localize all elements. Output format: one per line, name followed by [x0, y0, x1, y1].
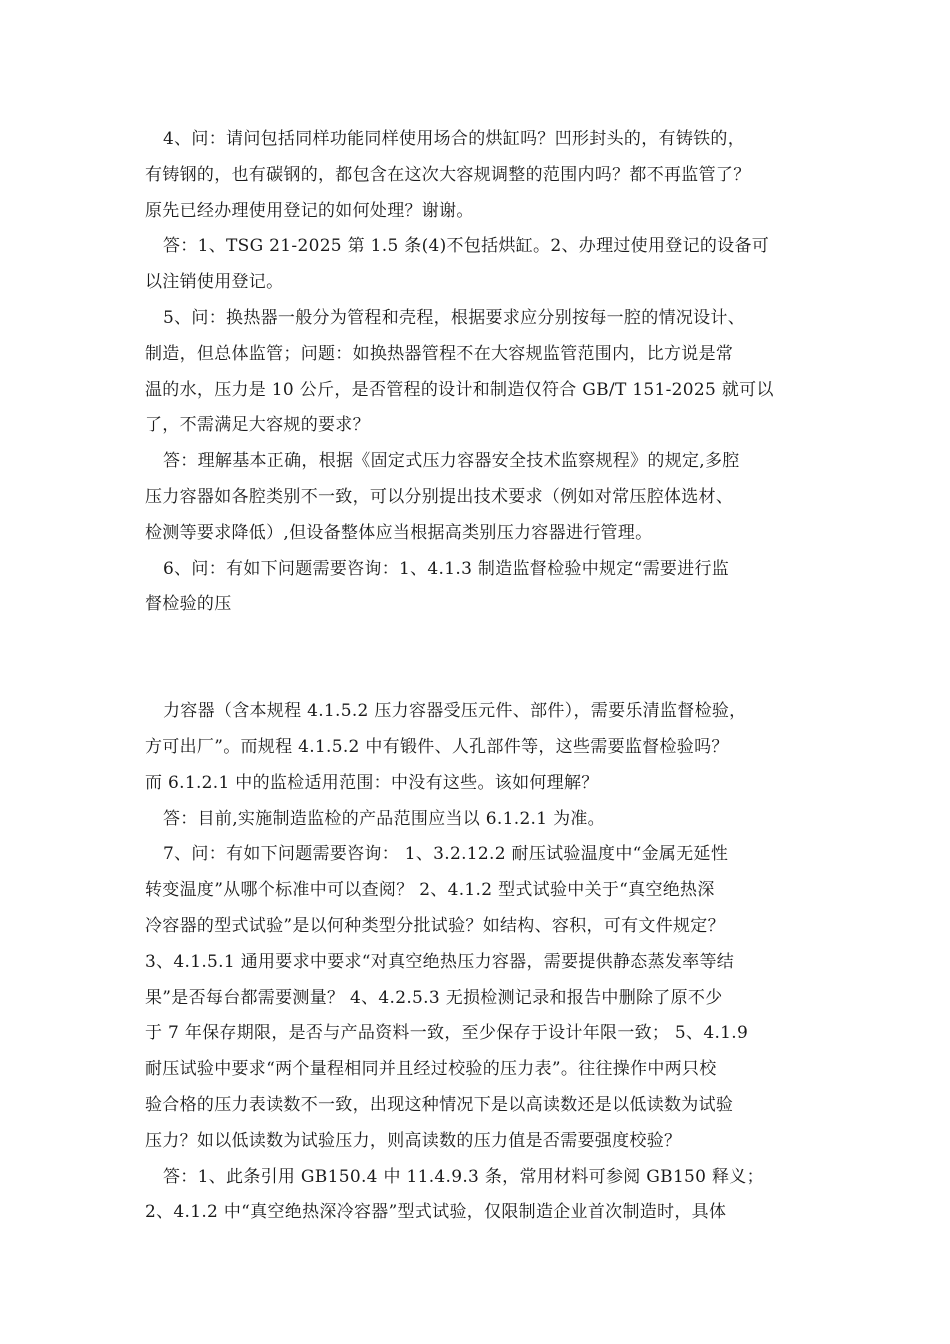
text-line: 于 7 年保存期限，是否与产品资料一致，至少保存于设计年限一致； 5、4.1.9 [145, 1023, 749, 1044]
text-line: 冷容器的型式试验”是以何种类型分批试验？如结构、容积，可有文件规定？ [145, 915, 725, 936]
text-line: 压力？如以低读数为试验压力，则高读数的压力值是否需要强度校验？ [145, 1130, 682, 1151]
text-line: 耐压试验中要求“两个量程相同并且经过校验的压力表”。往往操作中两只校 [145, 1059, 717, 1080]
text-line: 温的水，压力是 10 公斤，是否管程的设计和制造仅符合 GB/T 151-2025 就可以 [145, 379, 774, 400]
text-line: 制造，但总体监管；问题：如换热器管程不在大容规监管范围内，比方说是常 [145, 343, 734, 364]
text-line: 3、4.1.5.1 通用要求中要求“对真空绝热压力容器，需要提供静态蒸发率等结 [145, 951, 735, 972]
text-line: 原先已经办理使用登记的如何处理？谢谢。 [145, 200, 474, 221]
text-line: 5、问：换热器一般分为管程和壳程，根据要求应分别按每一腔的情况设计、 [163, 307, 746, 328]
text-line: 2、4.1.2 中“真空绝热深冷容器”型式试验，仅限制造企业首次制造时，具体 [145, 1202, 727, 1223]
document-section-1 [145, 122, 815, 623]
text-line: 7、问：有如下问题需要咨询： 1、3.2.12.2 耐压试验温度中“金属无延性 [163, 844, 729, 865]
text-line: 答：1、TSG 21-2025 第 1.5 条(4)不包括烘缸。2、办理过使用登记的设备可 [163, 236, 770, 257]
text-line: 答：1、此条引用 GB150.4 中 11.4.9.3 条，常用材料可参阅 GB150 释义； [163, 1166, 764, 1187]
text-line: 转变温度”从哪个标准中可以查阅？ 2、4.1.2 型式试验中关于“真空绝热深 [145, 880, 715, 901]
text-line: 检测等要求降低）,但设备整体应当根据高类别压力容器进行管理。 [145, 522, 653, 543]
text-line: 方可出厂”。而规程 4.1.5.2 中有锻件、人孔部件等，这些需要监督检验吗？ [145, 736, 729, 757]
text-line: 4、问：请问包括同样功能同样使用场合的烘缸吗？凹形封头的，有铸铁的， [163, 129, 746, 149]
text-line: 力容器（含本规程 4.1.5.2 压力容器受压元件、部件），需要乐清监督检验， [163, 701, 747, 722]
text-line: 而 6.1.2.1 中的监检适用范围：中没有这些。该如何理解？ [145, 772, 599, 793]
text-line: 果”是否每台都需要测量？ 4、4.2.5.3 无损检测记录和报告中删除了原不少 [145, 987, 723, 1008]
text-line: 答：目前,实施制造监检的产品范围应当以 6.1.2.1 为准。 [163, 808, 605, 829]
text-line: 答：理解基本正确，根据《固定式压力容器安全技术监察规程》的规定,多腔 [163, 451, 740, 472]
text-line: 6、问：有如下问题需要咨询：1、4.1.3 制造监督检验中规定“需要进行监 [163, 558, 730, 579]
text-line: 督检验的压 [145, 594, 232, 615]
page-break-gap [145, 623, 815, 694]
text-line: 了，不需满足大容规的要求？ [145, 415, 370, 436]
document-page [145, 122, 815, 1231]
text-line: 压力容器如各腔类别不一致，可以分别提出技术要求（例如对常压腔体选材、 [145, 486, 734, 507]
document-section-2 [145, 694, 815, 1231]
text-line: 有铸钢的，也有碳钢的，都包含在这次大容规调整的范围内吗？都不再监管了？ [145, 164, 751, 185]
text-line: 验合格的压力表读数不一致，出现这种情况下是以高读数还是以低读数为试验 [145, 1094, 734, 1115]
text-line: 以注销使用登记。 [145, 272, 284, 293]
